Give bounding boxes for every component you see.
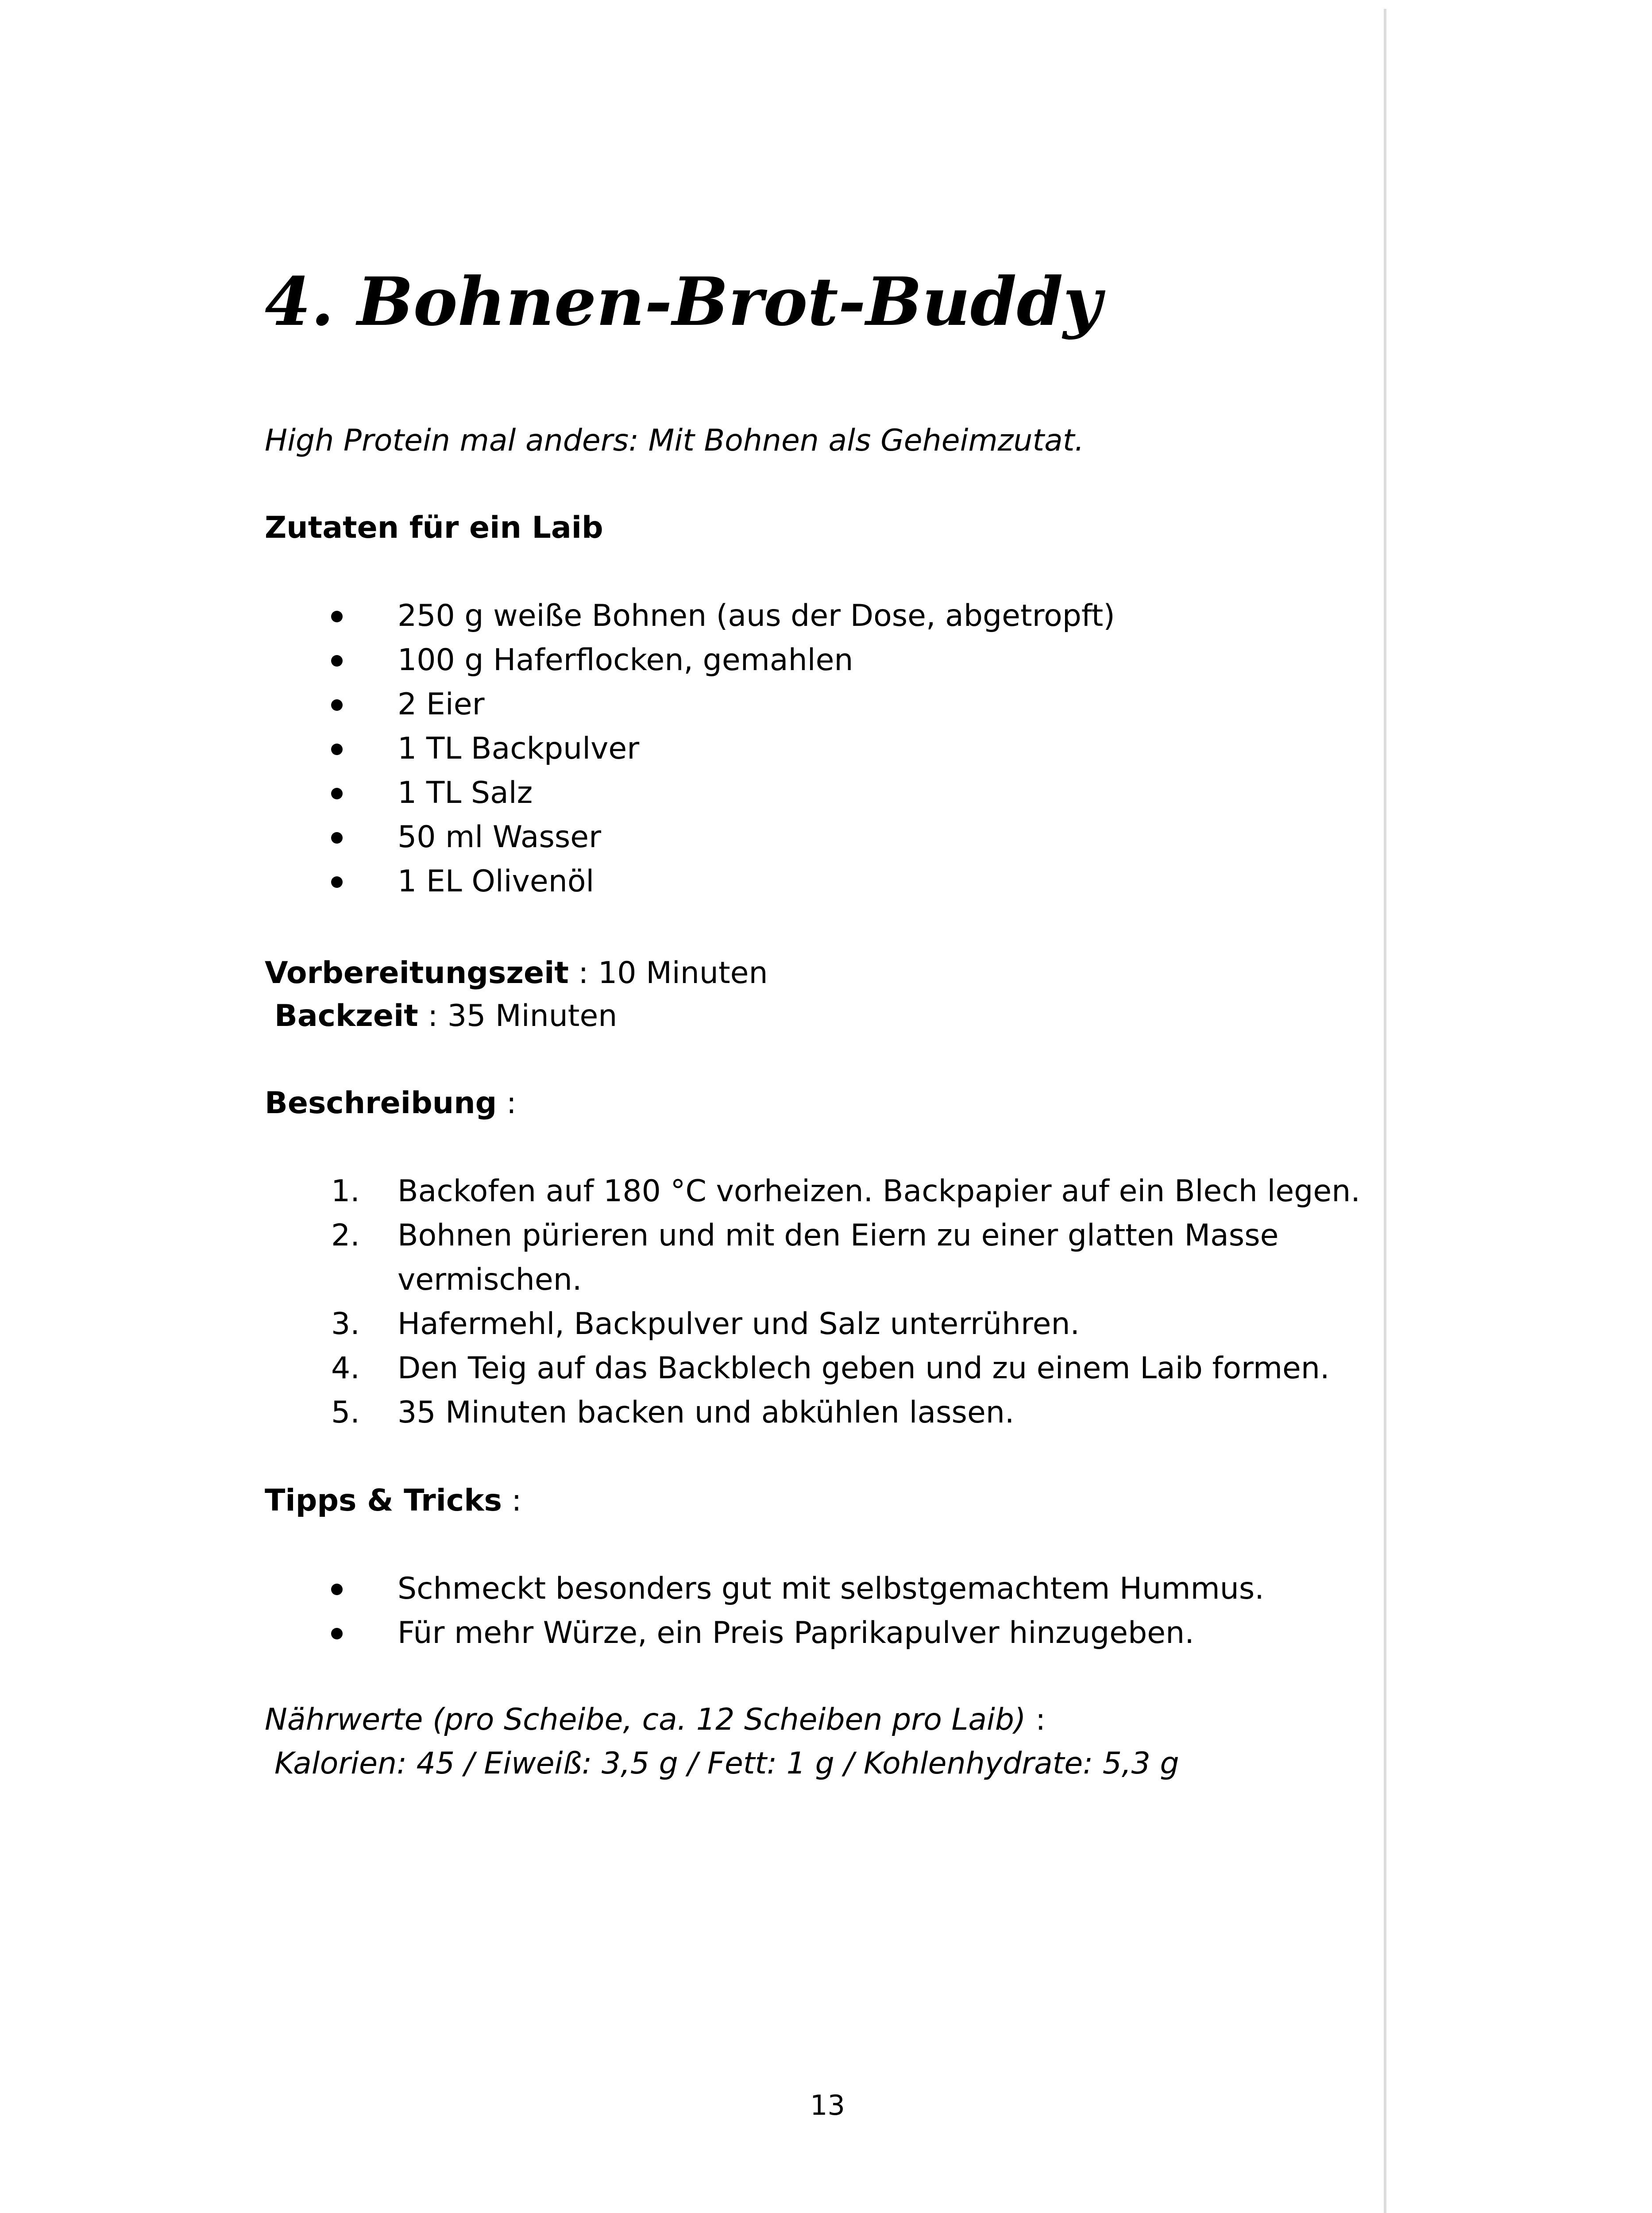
ingredient-item: 1 EL Olivenöl (265, 860, 1115, 904)
ingredients-list (265, 594, 1115, 904)
step-number: 5. (331, 1395, 360, 1430)
bullet-icon (331, 699, 343, 711)
step-item: 2. Bohnen pürieren und mit den Eiern zu einer glatten Masse (265, 1214, 1360, 1258)
page-number: 13 (810, 2089, 845, 2121)
prep-time-label: Vorbereitungszeit (265, 956, 569, 991)
ingredient-item: 100 g Haferflocken, gemahlen (265, 638, 1115, 682)
nutrition-values: Kalorien: 45 / Eiweiß: 3,5 g / Fett: 1 g / Kohlenhydrate: 5,3 g (274, 1746, 1179, 1781)
tip-item: Für mehr Würze, ein Preis Paprikapulver hinzugeben. (265, 1611, 1264, 1655)
step-number: 1. (331, 1174, 360, 1209)
page-edge-divider (1384, 9, 1386, 2213)
tips-heading: Tipps & Tricks : (265, 1483, 522, 1518)
tip-item: Schmeckt besonders gut mit selbstgemachtem Hummus. (265, 1567, 1264, 1611)
nutrition-heading: Nährwerte (pro Scheibe, ca. 12 Scheiben pro Laib) : (265, 1702, 1046, 1737)
recipe-title: 4. Bohnen-Brot-Buddy (265, 263, 1102, 341)
ingredient-item: 1 TL Backpulver (265, 727, 1115, 771)
recipe-subtitle: High Protein mal anders: Mit Bohnen als Geheimzutat. (265, 423, 1085, 458)
tips-list (265, 1567, 1264, 1655)
bullet-icon (331, 655, 343, 667)
step-number: 3. (331, 1307, 360, 1342)
steps-list (265, 1169, 1360, 1435)
step-item: 1. Backofen auf 180 °C vorheizen. Backpapier auf ein Blech legen. (265, 1169, 1360, 1214)
step-item: 5. 35 Minuten backen und abkühlen lassen. (265, 1391, 1360, 1435)
step-item: 4. Den Teig auf das Backblech geben und zu einem Laib formen. (265, 1346, 1360, 1391)
prep-time (265, 955, 768, 991)
bake-time (274, 998, 617, 1034)
step-item-continuation: vermischen. (398, 1262, 582, 1297)
description-heading: Beschreibung : (265, 1086, 517, 1121)
step-number: 4. (331, 1351, 360, 1386)
bullet-icon (331, 744, 343, 755)
bake-time-label: Backzeit (274, 999, 418, 1033)
bullet-icon (331, 832, 343, 844)
bake-time-value: : 35 Minuten (418, 999, 618, 1033)
ingredients-heading: Zutaten für ein Laib (265, 510, 603, 545)
bullet-icon (331, 611, 343, 622)
ingredient-item: 2 Eier (265, 682, 1115, 727)
bullet-icon (331, 876, 343, 888)
bullet-icon (331, 788, 343, 799)
ingredient-item: 250 g weiße Bohnen (aus der Dose, abgetropft) (265, 594, 1115, 638)
bullet-icon (331, 1628, 343, 1639)
step-number: 2. (331, 1218, 360, 1253)
ingredient-item: 50 ml Wasser (265, 815, 1115, 860)
ingredient-item: 1 TL Salz (265, 771, 1115, 815)
step-item: 3. Hafermehl, Backpulver und Salz unterrühren. (265, 1302, 1360, 1346)
prep-time-value: : 10 Minuten (568, 956, 768, 991)
bullet-icon (331, 1584, 343, 1595)
